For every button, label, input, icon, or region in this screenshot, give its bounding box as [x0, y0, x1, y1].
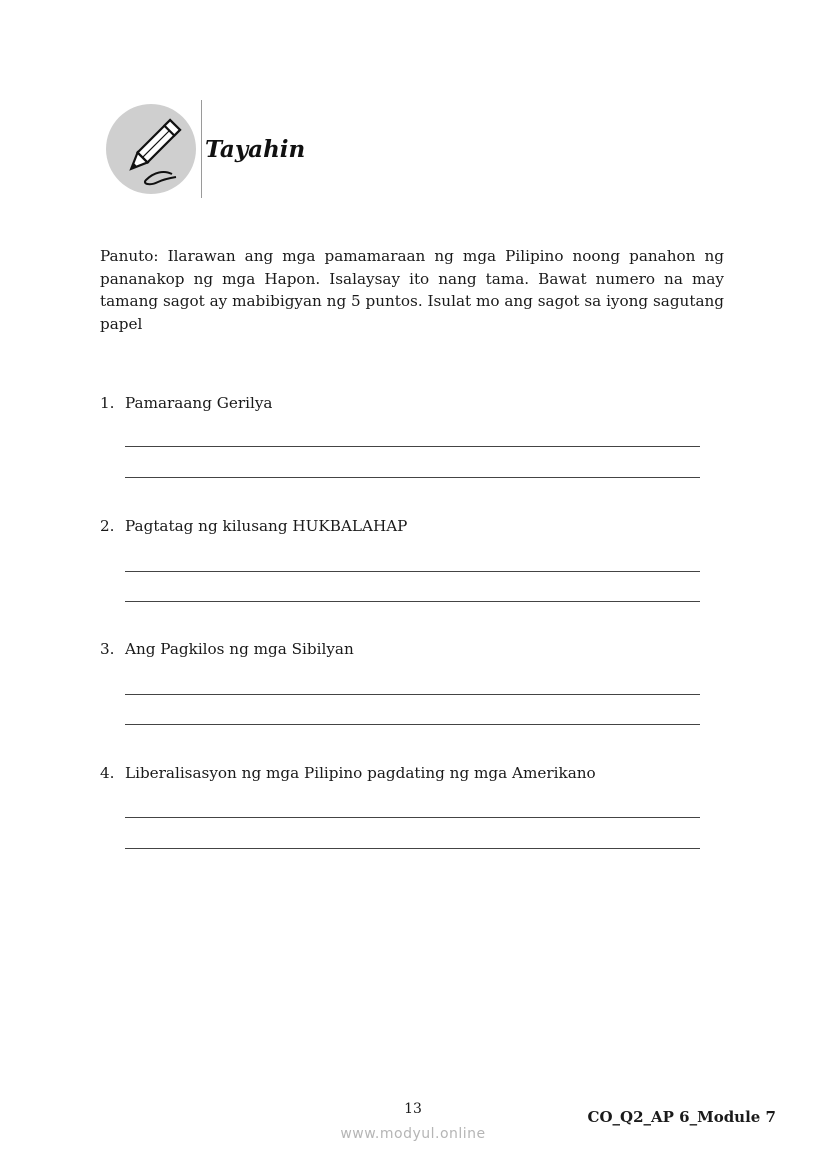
- question-text: Ang Pagkilos ng mga Sibilyan: [125, 640, 354, 658]
- question-2: [100, 516, 720, 536]
- question-3: [100, 639, 720, 659]
- section-title: Tayahin: [205, 136, 306, 163]
- watermark: www.modyul.online: [340, 1126, 486, 1142]
- question-number: 3.: [100, 640, 115, 658]
- question-4: [100, 763, 720, 783]
- answer-line[interactable]: [125, 694, 700, 695]
- question-number: 2.: [100, 517, 115, 535]
- answer-line[interactable]: [125, 477, 700, 478]
- module-code: CO_Q2_AP 6_Module 7: [587, 1108, 776, 1126]
- answer-line[interactable]: [125, 446, 700, 447]
- answer-line[interactable]: [125, 817, 700, 818]
- header-divider: [201, 100, 202, 198]
- answer-line[interactable]: [125, 571, 700, 572]
- question-text: Pamaraang Gerilya: [125, 394, 273, 412]
- question-number: 4.: [100, 764, 115, 782]
- question-text: Liberalisasyon ng mga Pilipino pagdating ng mga Amerikano: [125, 764, 596, 782]
- page-number: 13: [404, 1101, 422, 1117]
- question-text: Pagtatag ng kilusang HUKBALAHAP: [125, 517, 408, 535]
- question-number: 1.: [100, 394, 115, 412]
- pencil-icon: [106, 104, 196, 194]
- instructions: Panuto: Ilarawan ang mga pamamaraan ng mga Pilipino noong panahon ng pananakop ng mga Hapon. Isalaysay ito nang tama. Bawat numero na may tamang sagot ay mabibigyan ng 5 puntos. Isulat mo ang sagot sa iyong sagutang papel: [100, 247, 724, 334]
- question-1: [100, 393, 720, 413]
- answer-line[interactable]: [125, 601, 700, 602]
- answer-line[interactable]: [125, 848, 700, 849]
- answer-line[interactable]: [125, 724, 700, 725]
